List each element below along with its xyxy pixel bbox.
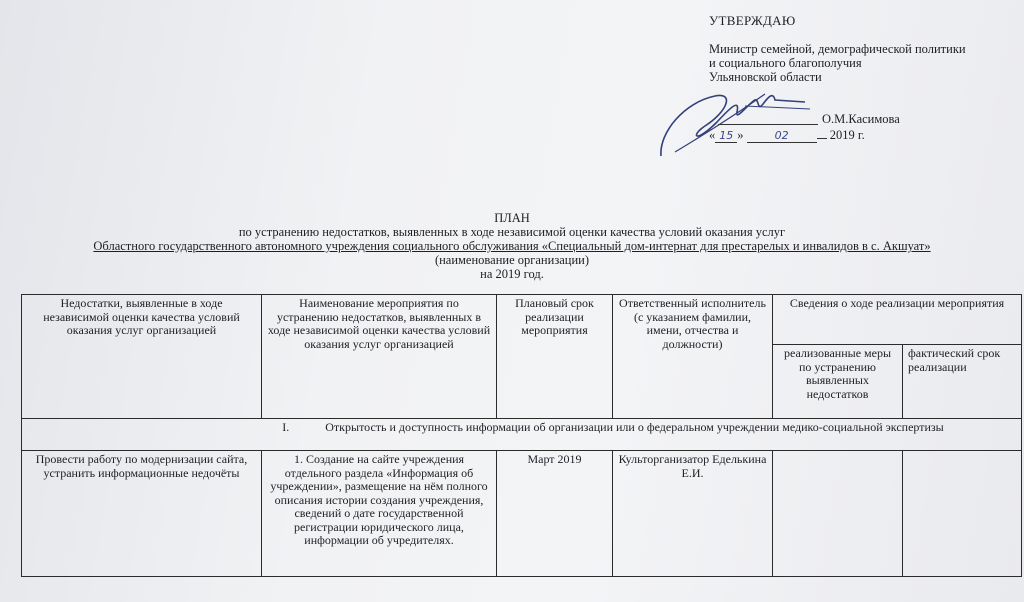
row-actual-date: [903, 451, 1022, 577]
organization-caption: (наименование организации): [434, 253, 590, 267]
plan-subtitle: по устранению недостатков, выявленных в ходе независимой оценки качества условий оказания услуг: [238, 225, 786, 239]
row-shortcoming: Провести работу по модернизации сайта, устранить информационные недочёты: [22, 451, 262, 577]
plan-title: ПЛАН: [494, 211, 530, 225]
row-responsible: Культорганизатор Еделькина Е.И.: [613, 451, 773, 577]
signatory-name: О.М.Касимова: [822, 112, 900, 127]
header-responsible: Ответственный исполнитель (с указанием фамилии, имени, отчества и должности): [613, 295, 773, 419]
section-row: [22, 419, 1022, 451]
date-year: 2019 г.: [829, 128, 865, 142]
header-shortcomings: Недостатки, выявленные в ходе независимой оценки качества условий оказания услуг организацией: [22, 295, 262, 419]
approval-heading: УТВЕРЖДАЮ: [709, 13, 796, 28]
header-actual-date: фактический срок реализации: [903, 345, 1022, 419]
section-number: I.: [282, 420, 290, 434]
row-deadline: Март 2019: [497, 451, 613, 577]
header-implemented-measures: реализованные меры по устранению выявленных недостатков: [773, 345, 903, 419]
header-measures: Наименование мероприятия по устранению недостатков, выявленных в ходе независимой оценки качества условий оказания услуг организацией: [262, 295, 497, 419]
plan-table: [21, 294, 1022, 577]
row-measure: 1. Создание на сайте учреждения отдельного раздела «Информация об учреждении», размещение на нём полного описания истории создания учреждения, сведений о дате государственной регистрации юридического лица, информации об учредителях.: [262, 451, 497, 577]
approval-position-line-1: Министр семейной, демографической политики: [709, 42, 966, 56]
organization-name: Областного государственного автономного учреждения социального обслуживания «Специальный дом-интернат для престарелых и инвалидов в с. Акшуат»: [93, 239, 931, 253]
table-row: [22, 451, 1022, 577]
approval-position-line-3: Ульяновской области: [709, 70, 822, 84]
date-day: 15: [715, 129, 737, 143]
plan-year: на 2019 год.: [480, 267, 544, 281]
approval-position-line-2: и социального благополучия: [709, 56, 862, 70]
approval-date: « 15 » 02 2019 г.: [709, 128, 865, 142]
date-month: 02: [747, 129, 817, 143]
section-title: Открытость и доступность информации об организации или о федеральном учреждении медико-социальной экспертизы: [325, 420, 944, 434]
header-progress: Сведения о ходе реализации мероприятия: [773, 295, 1022, 345]
header-deadline: Плановый срок реализации мероприятия: [497, 295, 613, 419]
handwritten-signature: [655, 82, 815, 164]
row-implemented: [773, 451, 903, 577]
